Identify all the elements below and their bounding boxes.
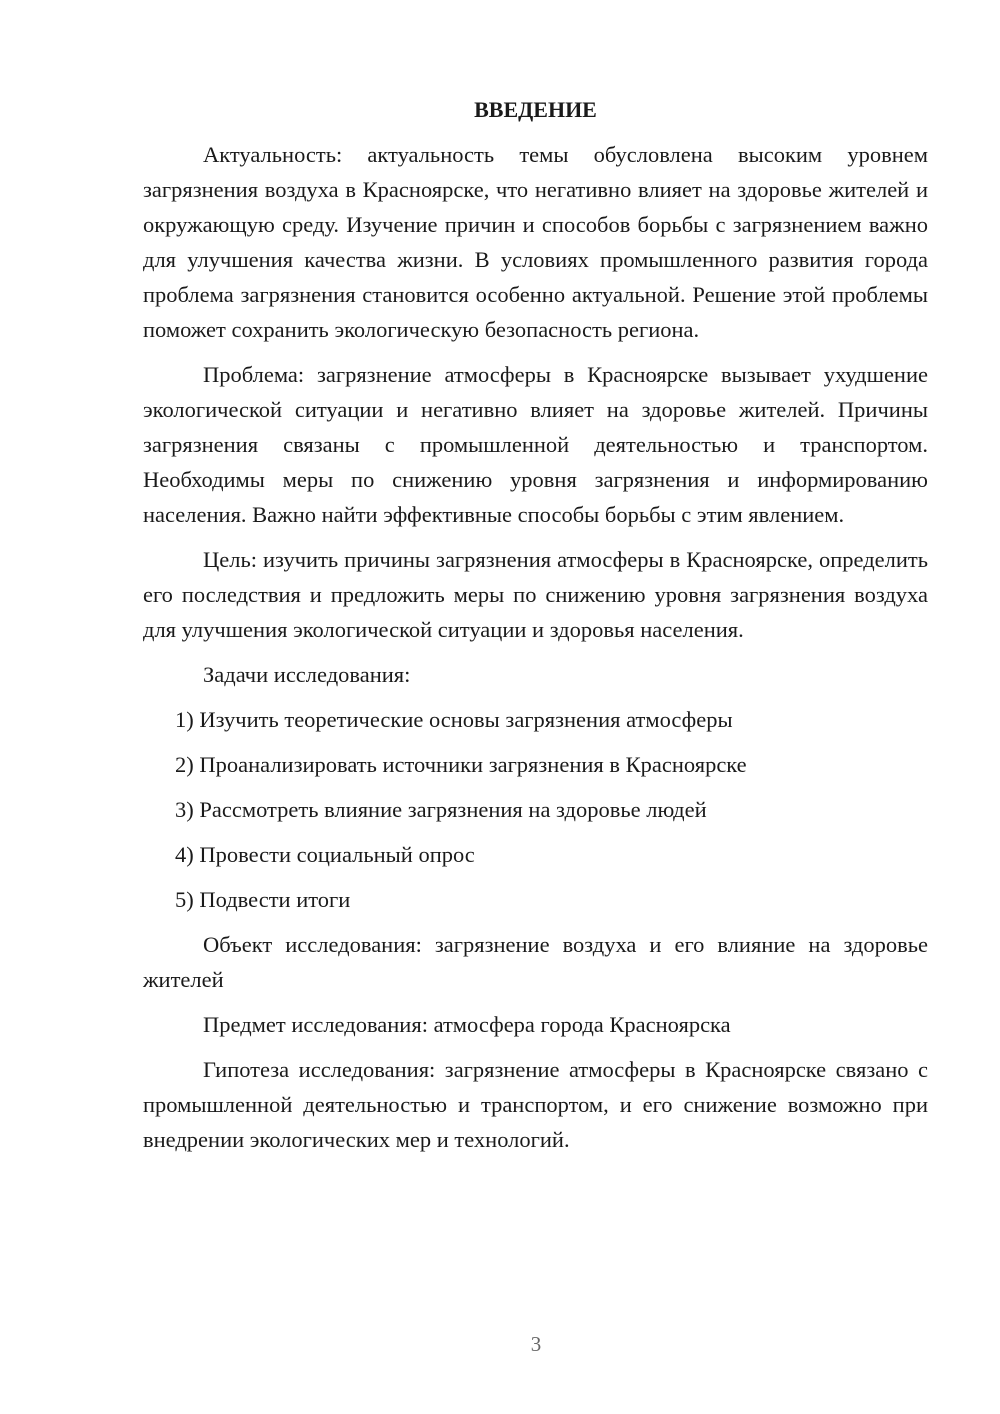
- list-item: 1) Изучить теоретические основы загрязнения атмосферы: [175, 707, 733, 732]
- subject-paragraph: Предмет исследования: атмосфера города Красноярска: [203, 1012, 731, 1037]
- page-title: ВВЕДЕНИЕ: [474, 97, 597, 122]
- page-number: 3: [530, 1332, 542, 1356]
- hypothesis-paragraph: Гипотеза исследования: загрязнение атмосферы в Красноярске связано с промышленной деятельностью и транспортом, и его снижение возможно при внедрении экологических мер и технологий.: [143, 1057, 928, 1152]
- tasks-list: [143, 702, 928, 917]
- object-paragraph: Объект исследования: загрязнение воздуха и его влияние на здоровье жителей: [143, 932, 928, 992]
- list-item: 2) Проанализировать источники загрязнения в Красноярске: [175, 752, 747, 777]
- list-item: 4) Провести социальный опрос: [175, 842, 475, 867]
- document-page: [143, 92, 928, 1167]
- problem-paragraph: Проблема: загрязнение атмосферы в Красноярске вызывает ухудшение экологической ситуации и негативно влияет на здоровье жителей. Причины загрязнения связаны с промышленной деятельностью и транспортом. Необходимы меры по снижению уровня загрязнения и информированию населения. Важно найти эффективные способы борьбы с этим явлением.: [143, 362, 928, 527]
- tasks-heading: Задачи исследования:: [203, 662, 411, 687]
- list-item: 3) Рассмотреть влияние загрязнения на здоровье людей: [175, 797, 707, 822]
- goal-paragraph: Цель: изучить причины загрязнения атмосферы в Красноярске, определить его последствия и предложить меры по снижению уровня загрязнения воздуха для улучшения экологической ситуации и здоровья населения.: [143, 547, 928, 642]
- relevance-paragraph: Актуальность: актуальность темы обусловлена высоким уровнем загрязнения воздуха в Красноярске, что негативно влияет на здоровье жителей и окружающую среду. Изучение причин и способов борьбы с загрязнением важно для улучшения качества жизни. В условиях промышленного развития города проблема загрязнения становится особенно актуальной. Решение этой проблемы поможет сохранить экологическую безопасность региона.: [143, 142, 928, 342]
- list-item: 5) Подвести итоги: [175, 887, 351, 912]
